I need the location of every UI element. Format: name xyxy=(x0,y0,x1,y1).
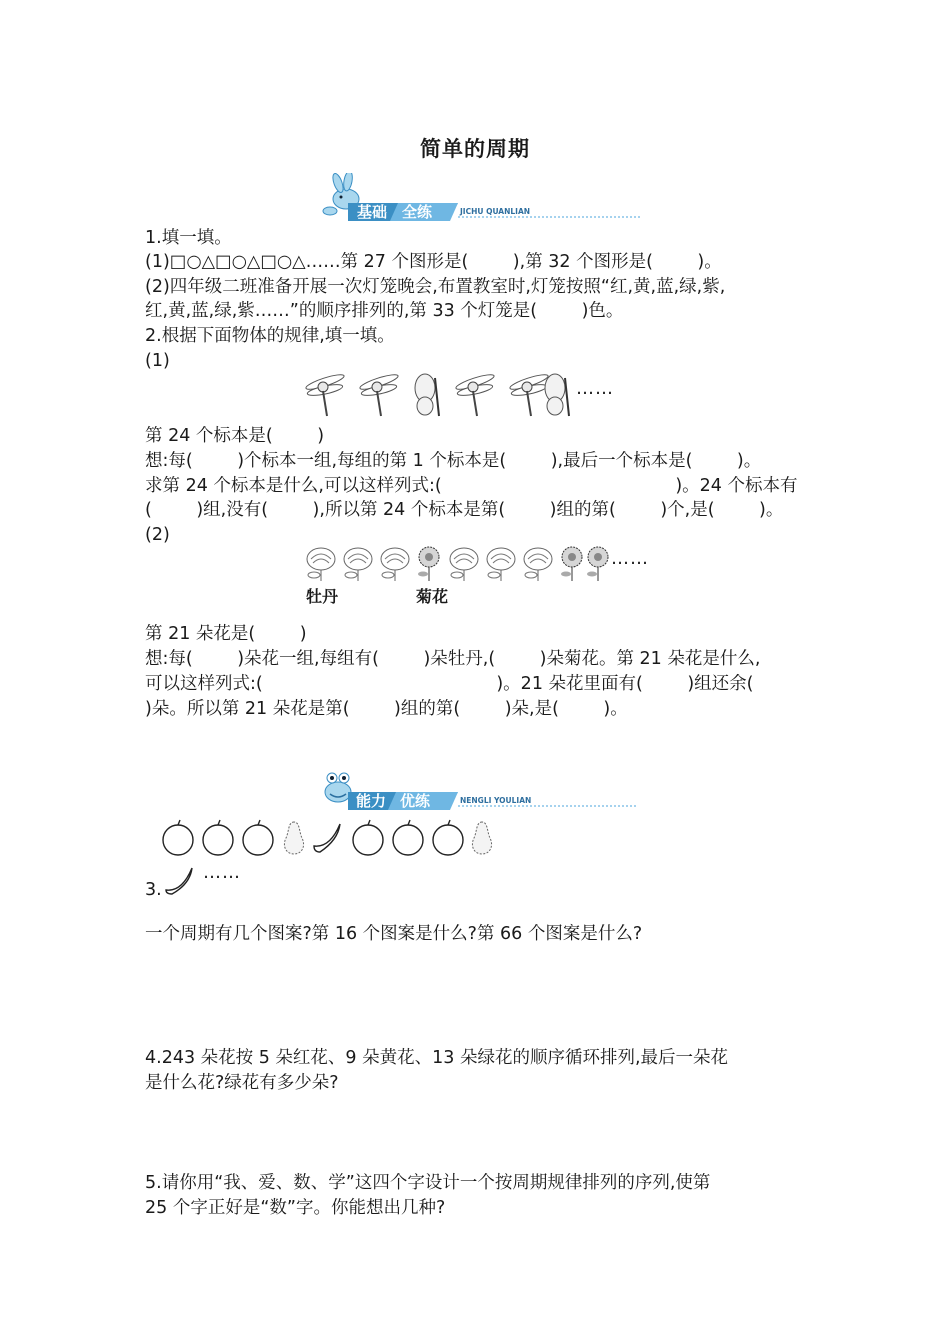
dragonfly-icon xyxy=(455,372,496,416)
peony-icon xyxy=(381,548,409,581)
peony-icon xyxy=(344,548,372,581)
q5-line2: 25 个字正好是“数”字。你能想出几种? xyxy=(145,1198,446,1218)
apple-icon xyxy=(393,820,423,855)
pear-icon xyxy=(284,822,303,854)
q2-part1-hint-line3: ( )组,没有( ),所以第 24 个标本是第( )组的第( )个,是( )。 xyxy=(145,500,784,520)
pear-icon xyxy=(472,822,491,854)
banner-label-1: 基础 xyxy=(357,203,388,221)
dragonfly-icon xyxy=(509,372,550,416)
q2-part1-question: 第 24 个标本是( ) xyxy=(145,426,325,446)
q2-part2-hint-line1: 想:每( )朵花一组,每组有( )朵牡丹,( )朵菊花。第 21 朵花是什么, xyxy=(145,649,761,669)
peony-icon xyxy=(487,548,515,581)
q2-part1-hint-line2: 求第 24 个标本是什么,可以这样列式:( )。24 个标本有 xyxy=(145,476,798,496)
q5-line1: 5.请你用“我、爱、数、学”这四个字设计一个按周期规律排列的序列,使第 xyxy=(145,1173,711,1193)
q1-part2-line2: 红,黄,蓝,绿,紫……”的顺序排列的,第 33 个灯笼是( )色。 xyxy=(145,301,624,321)
fruit-sequence-row1 xyxy=(160,818,500,862)
banana-icon xyxy=(166,868,192,894)
butterfly-icon xyxy=(415,374,439,416)
apple-icon xyxy=(203,820,233,855)
banner-label-2: 优练 xyxy=(400,792,431,810)
fruit-sequence-row2 xyxy=(162,862,198,900)
flower-ellipsis: …… xyxy=(611,548,649,569)
peony-caption: 牡丹 xyxy=(306,587,339,606)
apple-icon xyxy=(243,820,273,855)
banner-label-1: 能力 xyxy=(356,792,387,810)
dragonfly-icon xyxy=(359,372,400,416)
q2-part2-hint-line2: 可以这样列式:( )。21 朵花里面有( )组还余( xyxy=(145,674,754,694)
q1-heading: 1.填一填。 xyxy=(145,228,232,248)
banana-icon xyxy=(314,824,340,852)
q4-line1: 4.243 朵花按 5 朵红花、9 朵黄花、13 朵绿花的顺序循环排列,最后一朵花 xyxy=(145,1048,729,1068)
peony-icon xyxy=(524,548,552,581)
q3-question: 一个周期有几个图案?第 16 个图案是什么?第 66 个图案是什么? xyxy=(145,924,643,944)
fruit-ellipsis: …… xyxy=(203,862,241,883)
q1-part2-line1: (2)四年级二班准备开展一次灯笼晚会,布置教室时,灯笼按照“红,黄,蓝,绿,紫, xyxy=(145,277,726,297)
chrysanthemum-icon xyxy=(561,547,582,581)
banner-pinyin: NENGLI YOULIAN xyxy=(460,796,532,805)
chrysanthemum-icon xyxy=(418,547,439,581)
banner-pinyin: JICHU QUANLIAN xyxy=(460,207,531,216)
peony-icon xyxy=(307,548,335,581)
q4-line2: 是什么花?绿花有多少朵? xyxy=(145,1073,339,1093)
banner-label-2: 全练 xyxy=(402,203,433,221)
q1-part1: (1)□○△□○△□○△……第 27 个图形是( ),第 32 个图形是( )。 xyxy=(145,252,722,272)
section-banner-advanced xyxy=(308,766,644,816)
apple-icon xyxy=(433,820,463,855)
q2-part1-label: (1) xyxy=(145,351,170,371)
q2-part2-hint-line3: )朵。所以第 21 朵花是第( )组的第( )朵,是( )。 xyxy=(145,699,628,719)
frog-mascot-icon xyxy=(325,773,351,802)
butterfly-icon xyxy=(545,374,569,416)
peony-icon xyxy=(450,548,478,581)
chrysanthemum-icon xyxy=(587,547,608,581)
specimen-sequence xyxy=(303,372,573,424)
page-title: 简单的周期 xyxy=(420,137,530,161)
apple-icon xyxy=(353,820,383,855)
specimen-ellipsis: …… xyxy=(576,378,614,399)
dragonfly-icon xyxy=(305,372,346,416)
q2-part2-label: (2) xyxy=(145,525,170,545)
apple-icon xyxy=(163,820,193,855)
section-banner-basic xyxy=(308,173,644,223)
q2-heading: 2.根据下面物体的规律,填一填。 xyxy=(145,326,395,346)
q3-label: 3. xyxy=(145,880,162,900)
q2-part2-question: 第 21 朵花是( ) xyxy=(145,624,307,644)
flower-sequence xyxy=(305,545,610,587)
q2-part1-hint-line1: 想:每( )个标本一组,每组的第 1 个标本是( ),最后一个标本是( )。 xyxy=(145,451,762,471)
chrysanthemum-caption: 菊花 xyxy=(416,587,449,606)
